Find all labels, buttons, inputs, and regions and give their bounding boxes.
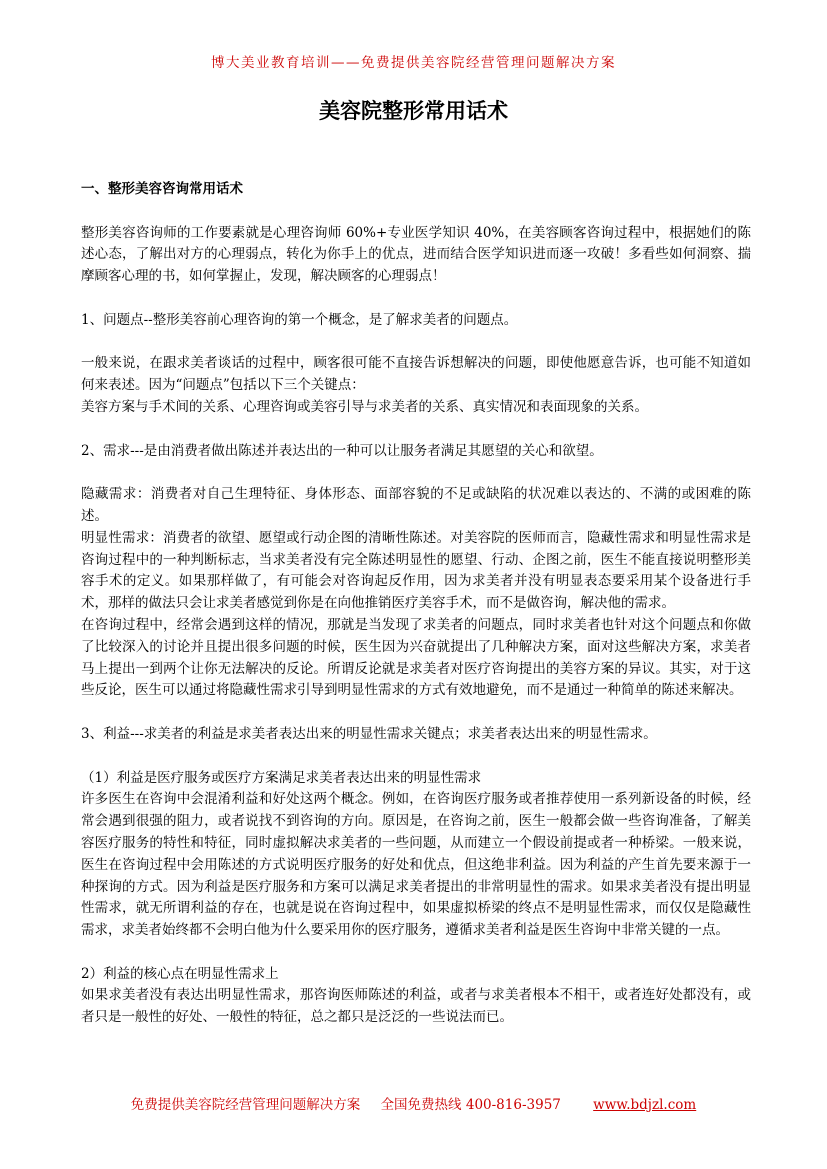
spacer [81, 702, 751, 724]
point-1-relations: 美容方案与手术间的关系、心理咨询或美容引导与求美者的关系、真实情况和表面现象的关系。 [81, 398, 648, 415]
spacer [81, 201, 751, 223]
hidden-need-paragraph: 隐藏需求：消费者对自己生理特征、身体形态、面部容貌的不足或缺陷的状况难以表达的、不满的或困难的陈述。 [81, 486, 751, 524]
subsection-1-heading: （1）利益是医疗服务或医疗方案满足求美者表达出来的明显性需求 [81, 769, 482, 786]
spacer [81, 462, 751, 484]
footer-website-link[interactable]: www.bdjzl.com [593, 1097, 697, 1113]
document-body [81, 179, 751, 1029]
spacer [81, 942, 751, 964]
point-1-heading: 1、问题点--整形美容前心理咨询的第一个概念，是了解求美者的问题点。 [81, 311, 518, 328]
section-heading: 一、整形美容咨询常用话术 [81, 181, 243, 197]
consult-process-paragraph: 在咨询过程中，经常会遇到这样的情况，那就是当发现了求美者的问题点，同时求美者也针对这个问题点和你做了比较深入的讨论并且提出很多问题的时候，医生因为兴奋就提出了几种解决方案，面对这些解决方案，求美者马上提出一到两个让你无法解决的反论。所谓反论就是求美者对医疗咨询提出的美容方案的异议。其实，对于这些反论，医生可以通过将隐藏性需求引导到明显性需求的方式有效地避免，而不是通过一种简单的陈述来解决。 [81, 616, 751, 699]
footer-slogan: 免费提供美容院经营管理问题解决方案 [130, 1097, 361, 1113]
point-3-heading: 3、利益---求美者的利益是求美者表达出来的明显性需求关键点；求美者表达出来的明显性需求。 [81, 725, 657, 742]
spacer [81, 332, 751, 354]
spacer [81, 288, 751, 310]
page-header: 博大美业教育培训——免费提供美容院经营管理问题解决方案 [211, 55, 616, 71]
spacer [81, 746, 751, 768]
point-1-paragraph: 一般来说，在跟求美者谈话的过程中，顾客很可能不直接告诉想解决的问题，即使他愿意告诉，也可能不知道如何来表述。因为“问题点”包括以下三个关键点： [81, 355, 751, 394]
point-2-heading: 2、需求---是由消费者做出陈述并表达出的一种可以让服务者满足其愿望的关心和欲望。 [81, 442, 603, 459]
spacer [81, 419, 751, 441]
subsection-2-heading: 2）利益的核心点在明显性需求上 [81, 965, 279, 982]
document-title: 美容院整形常用话术 [319, 98, 508, 123]
subsection-2-paragraph: 如果求美者没有表达出明显性需求，那咨询医师陈述的利益，或者与求美者根本不相干，或者连好处都没有，或者只是一般性的好处、一般性的特征，总之都只是泛泛的一些说法而已。 [81, 987, 751, 1026]
intro-paragraph: 整形美容咨询师的工作要素就是心理咨询师 60%+专业医学知识 40%，在美容顾客咨询过程中，根据她们的陈述心态，了解出对方的心理弱点，转化为你手上的优点，进而结合医学知识进而逐一攻破！多看些如何洞察、揣摩顾客心理的书，如何掌握止，发现，解决顾客的心理弱点！ [81, 224, 751, 285]
page-footer [0, 1093, 827, 1113]
footer-hotline: 全国免费热线 400-816-3957 [380, 1097, 561, 1113]
subsection-1-paragraph: 许多医生在咨询中会混淆利益和好处这两个概念。例如，在咨询医疗服务或者推荐使用一系列新设备的时候，经常会遇到很强的阻力，或者说找不到咨询的方向。原因是，在咨询之前，医生一般都会做一些咨询准备，了解美容医疗服务的特性和特征，同时虚拟解决求美者的一些问题，从而建立一个假设前提或者一种桥梁。一般来说，医生在咨询过程中会用陈述的方式说明医疗服务的好处和优点，但这绝非利益。因为利益的产生首先要来源于一种探询的方式。因为利益是医疗服务和方案可以满足求美者提出的非常明显性的需求。如果求美者没有提出明显性需求，就无所谓利益的存在，也就是说在咨询过程中，如果虚拟桥梁的终点不是明显性需求，而仅仅是隐藏性需求，求美者始终都不会明白他为什么要采用你的医疗服务，遵循求美者利益是医生咨询中非常关键的一点。 [81, 791, 751, 939]
explicit-need-paragraph: 明显性需求：消费者的欲望、愿望或行动企图的清晰性陈述。对美容院的医师而言，隐藏性需求和明显性需求是咨询过程中的一种判断标志，当求美者没有完全陈述明显性的愿望、行动、企图之前，医生不能直接说明整形美容手术的定义。如果那样做了，有可能会对咨询起反作用，因为求美者并没有明显表态要采用某个设备进行手术，那样的做法只会让求美者感觉到你是在向他推销医疗美容手术，而不是做咨询，解决他的需求。 [81, 529, 751, 612]
